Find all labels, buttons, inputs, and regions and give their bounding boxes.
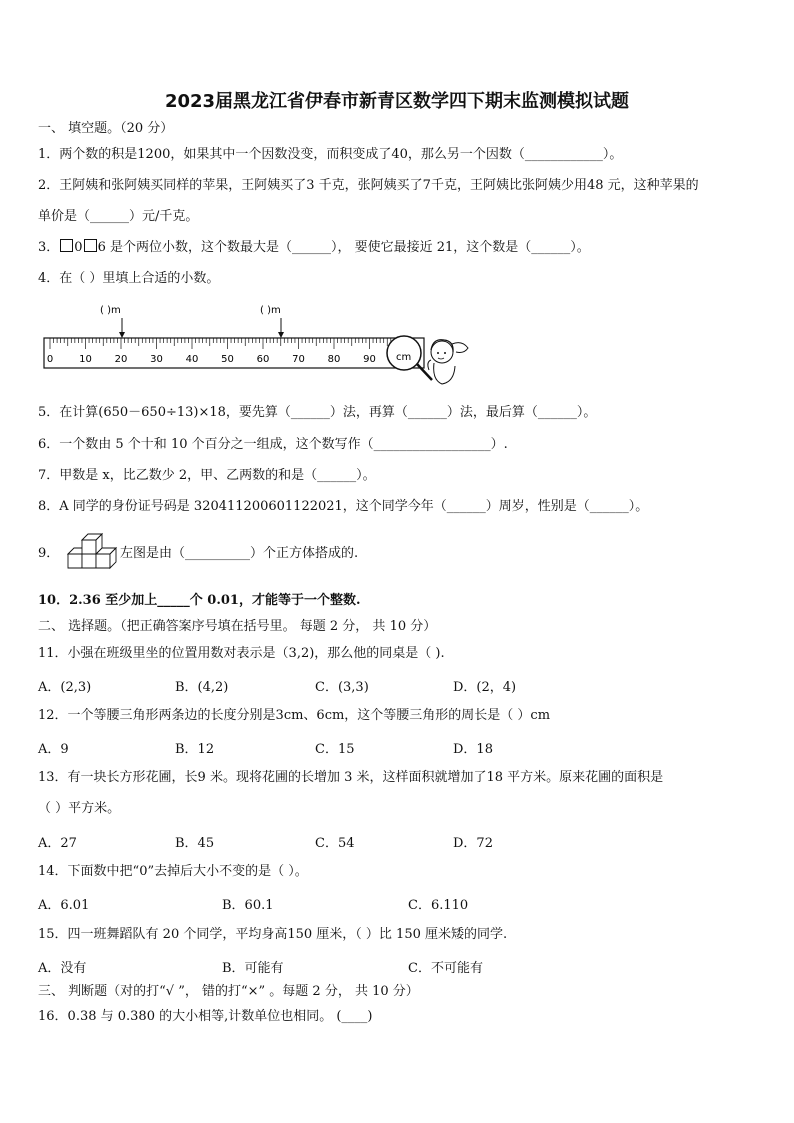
question-12: 12．一个等腰三角形两条边的长度分别是3cm、6cm，这个等腰三角形的周长是（ ）cm: [38, 708, 551, 723]
q13-option-d: D．72: [453, 836, 493, 851]
question-4: 4．在（ ）里填上合适的小数。: [38, 271, 220, 286]
section-2-heading: 二、 选择题。（把正确答案序号填在括号里。 每题 2 分， 共 10 分）: [38, 619, 437, 634]
q13-option-a: A．27: [38, 836, 77, 851]
ruler-arrow-label-2: ( )m: [260, 305, 281, 316]
question-3-digit: 0: [74, 240, 83, 255]
question-16: 16．0.38 与 0.380 的大小相等,计数单位也相同。 (____): [38, 1009, 373, 1024]
q15-option-c: C．不可能有: [408, 961, 483, 976]
ruler-arrowhead-2: [278, 332, 284, 338]
q11-option-d: D．(2，4): [453, 680, 517, 695]
question-11: 11．小强在班级里坐的位置用数对表示是（3,2)，那么他的同桌是（ ).: [38, 646, 445, 661]
question-14: 14．下面数中把“0”去掉后大小不变的是（ ）。: [38, 864, 308, 879]
q13-option-b: B．45: [175, 836, 215, 851]
q13-option-c: C．54: [315, 836, 355, 851]
ruler-tick-label: 90: [363, 354, 376, 365]
ruler-tick-label: 30: [150, 354, 163, 365]
question-3-number: 3．: [38, 240, 60, 255]
question-9-text: 左图是由（__________）个正方体搭成的.: [120, 546, 359, 561]
ruler-tick-label: 40: [185, 354, 199, 365]
question-10: 10．2.36 至少加上_____个 0.01，才能等于一个整数.: [38, 593, 361, 608]
q15-option-b: B．可能有: [222, 961, 284, 976]
question-3: [38, 239, 590, 257]
q12-option-d: D．18: [453, 742, 493, 757]
question-2-line2: 单价是（______）元/千克。: [38, 209, 199, 224]
q11-option-a: A．(2,3): [38, 680, 92, 695]
q14-option-a: A．6.01: [38, 898, 90, 913]
blank-box-2: [84, 239, 97, 252]
ruler-tick-label: 60: [256, 354, 270, 365]
question-6: 6．一个数由 5 个十和 10 个百分之一组成，这个数写作（__________________）.: [38, 437, 508, 452]
question-1: 1．两个数的积是1200，如果其中一个因数没变，而积变成了40，那么另一个因数（____________）。: [38, 147, 623, 162]
q12-option-a: A．9: [38, 742, 69, 757]
ruler-tick-label: 50: [221, 354, 234, 365]
girl-illustration-icon: [428, 340, 468, 384]
question-15: 15．四一班舞蹈队有 20 个同学，平均身高150 厘米，（ ）比 150 厘米矮的同学.: [38, 927, 508, 942]
question-13-line2: （ ）平方米。: [38, 801, 121, 816]
page-title: 2023届黑龙江省伊春市新青区数学四下期末监测模拟试题: [164, 91, 630, 112]
ruler-arrowhead-1: [119, 332, 125, 338]
question-7: 7．甲数是 x，比乙数少 2，甲、乙两数的和是（______）。: [38, 468, 376, 483]
ruler-tick-label: 10: [79, 354, 92, 365]
ruler-tick-label: 80: [327, 354, 341, 365]
question-8: 8．A 同学的身份证号码是 320411200601122021，这个同学今年（______）周岁，性别是（______）。: [38, 499, 649, 514]
ruler-arrow-label-1: ( )m: [100, 305, 121, 316]
blank-box-1: [60, 239, 73, 252]
q11-option-b: B．(4,2): [175, 680, 229, 695]
ruler-unit-label: cm: [396, 352, 412, 363]
q15-option-a: A．没有: [38, 961, 87, 976]
section-1-heading: 一、 填空题。（20 分）: [38, 121, 174, 136]
q12-option-c: C．15: [315, 742, 355, 757]
cube-stack-icon: [58, 530, 120, 576]
question-9-number: 9．: [38, 546, 60, 561]
q11-option-c: C．(3,3): [315, 680, 369, 695]
ruler-tick-label: 70: [292, 354, 305, 365]
question-2-line1: 2．王阿姨和张阿姨买同样的苹果，王阿姨买了3 千克，张阿姨买了7千克，王阿姨比张阿姨少用48 元，这种苹果的: [38, 178, 699, 193]
question-5: 5．在计算(650－650÷13)×18，要先算（______）法，再算（______）法，最后算（______）。: [38, 405, 597, 420]
section-3-heading: 三、 判断题（对的打“√ ”， 错的打“×” 。每题 2 分， 共 10 分）: [38, 984, 419, 999]
ruler-tick-label: 20: [114, 354, 128, 365]
q12-option-b: B．12: [175, 742, 215, 757]
ruler-figure: [40, 300, 480, 395]
q14-option-b: B．60.1: [222, 898, 274, 913]
question-3-text: 6 是个两位小数，这个数最大是（______）， 要使它最接近 21，这个数是（______）。: [97, 240, 590, 255]
ruler-tick-label: 0: [46, 354, 54, 365]
question-13-line1: 13．有一块长方形花圃，长9 米。现将花圃的长增加 3 米，这样面积就增加了18 平方米。原来花圃的面积是: [38, 770, 664, 785]
q14-option-c: C．6.110: [408, 898, 469, 913]
